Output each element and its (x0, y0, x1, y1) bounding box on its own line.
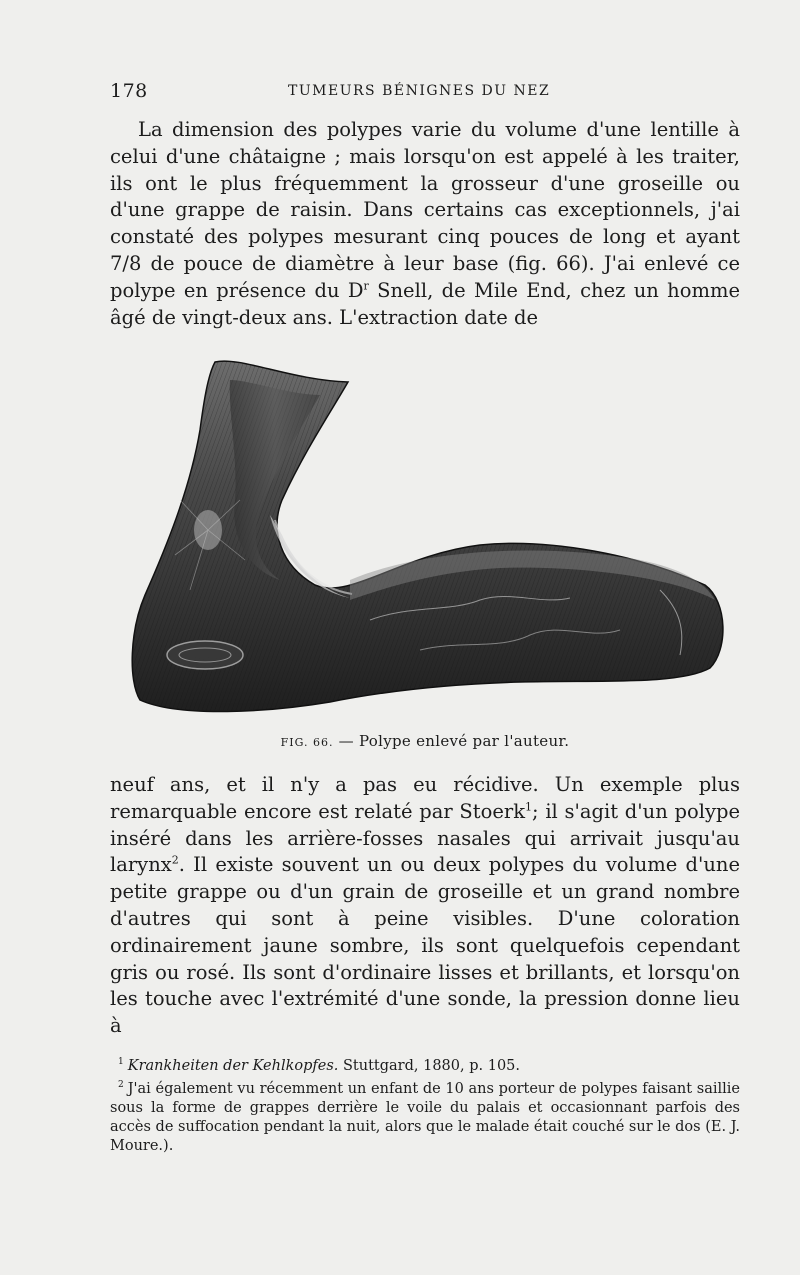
running-title: TUMEURS BÉNIGNES DU NEZ (288, 83, 551, 99)
footnote-1 (110, 1053, 740, 1076)
footnote-2 (110, 1076, 740, 1156)
footnote-ref-1: 1 (525, 800, 533, 814)
footnotes (110, 1053, 740, 1156)
footnote-1-text: Stuttgard, 1880, p. 105. (338, 1057, 521, 1074)
figure-caption (110, 732, 740, 750)
paragraph-2-text-c: . Il existe souvent un ou deux polypes du volume d'une petite grappe ou d'un grain de groseille et un grand nombre d'autres qui sont à peine visibles. D'une coloration ordinairement jaune sombre, ils sont quelquefois cependant gris ou rosé. Ils sont d'ordinaire lisses et brillants, et lorsqu'on les touche avec l'extrémité d'une sonde, la pression donne lieu à (110, 853, 740, 1038)
footnote-2-mark: 2 (118, 1079, 124, 1090)
figure-label: FIG. 66. (280, 736, 334, 749)
figure-polyp-illustration (120, 350, 740, 725)
footnote-ref-2: 2 (171, 853, 179, 867)
footnote-2-text: J'ai également vu récemment un enfant de 10 ans porteur de polypes faisant saillie sous la forme de grappes derrière le voile du palais et occasionnant parfois des accès de suffocation pendant la nuit, alors que le malade était couché sur le dos (E. J. Moure.). (110, 1080, 740, 1154)
polyp-engraving (120, 350, 740, 725)
paragraph-1 (110, 117, 740, 331)
paragraph-2 (110, 772, 740, 1040)
paragraph-2-text-a: neuf ans, et il n'y a pas eu récidive. Un exemple plus remarquable encore est relaté par Stoerk (110, 773, 740, 823)
figure-caption-text: — Polype enlevé par l'auteur. (338, 732, 570, 750)
page-header (110, 80, 740, 104)
paragraph-1-text-b: Snell, de Mile End, chez un homme âgé de vingt-deux ans. L'extraction date de (110, 278, 740, 329)
paragraph-2-text-b: ; il s'agit d'un polype inséré dans les arrière-fosses nasales qui arrivait jusqu'au larynx (110, 799, 740, 877)
doctor-abbrev-sup: r (363, 279, 369, 293)
footnote-1-mark: 1 (118, 1057, 124, 1067)
page-number: 178 (110, 80, 148, 102)
footnote-1-title: Krankheiten der Kehlkopfes. (127, 1057, 339, 1074)
paragraph-1-text-a: La dimension des polypes varie du volume d'une lentille à celui d'une châtaigne ; mais lorsqu'on est appelé à les traiter, ils ont le plus fréquemment la grosseur d'une groseille ou d'une grappe de raisin. Dans certains cas exceptionnels, j'ai constaté des polypes mesurant cinq pouces de long et ayant 7/8 de pouce de diamètre à leur base (fig. 66). J'ai enlevé ce polype en présence du D (110, 118, 740, 302)
